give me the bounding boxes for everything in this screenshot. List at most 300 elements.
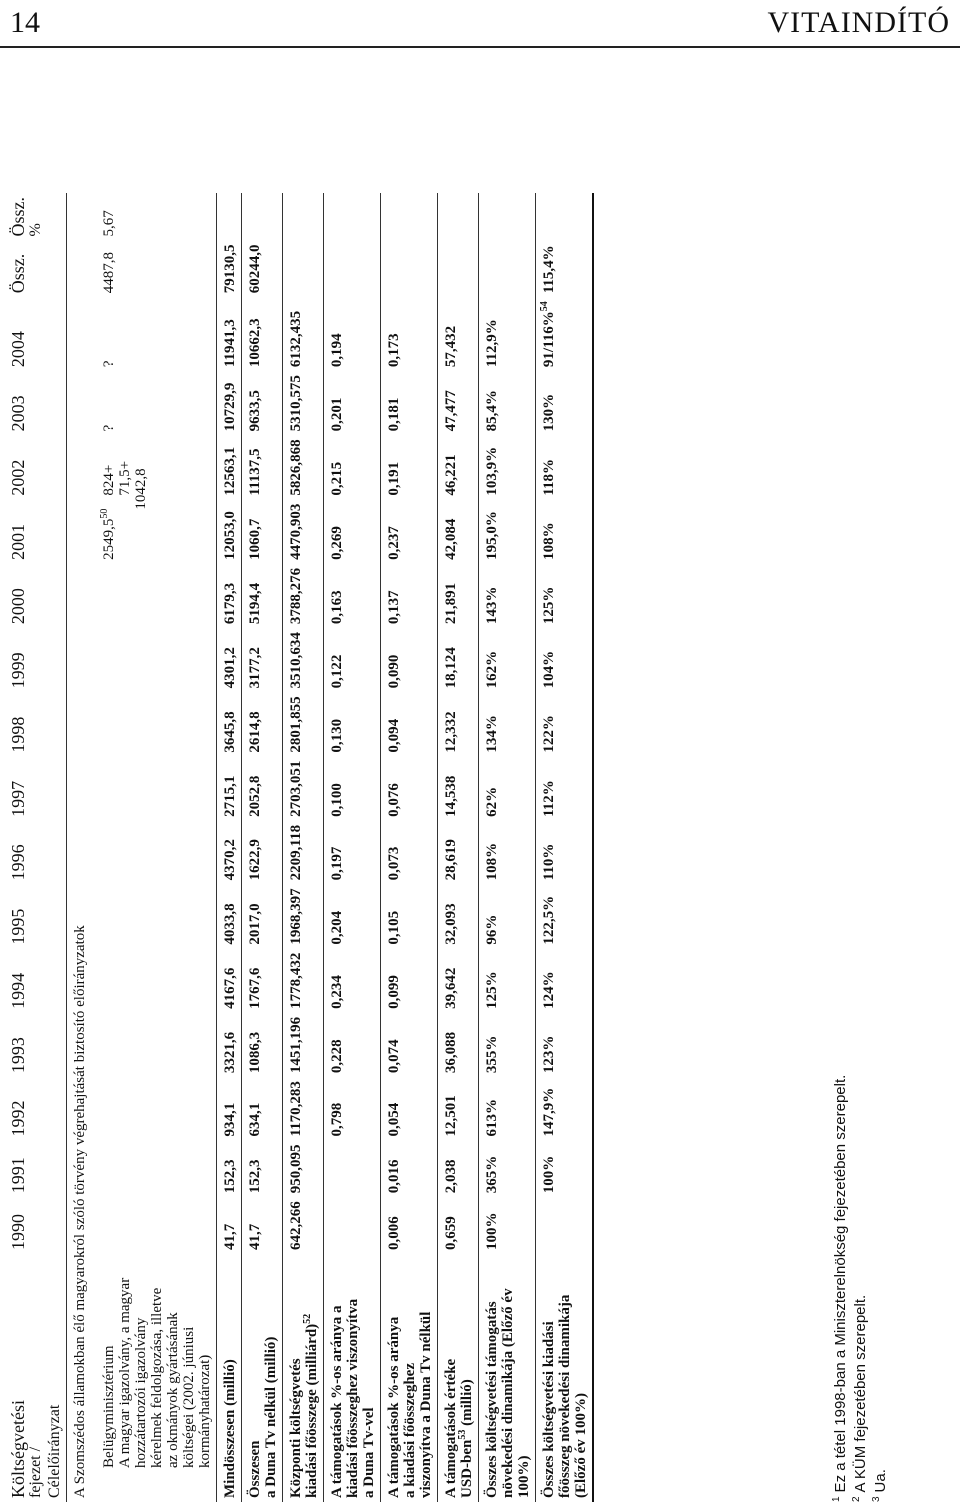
- header-label: fejezet /: [27, 1446, 44, 1498]
- table-cell: [217, 1197, 242, 1254]
- table-cell: [536, 1013, 594, 1077]
- cell-value: 3510,634: [288, 632, 304, 689]
- empty-cell: [47, 1197, 67, 1254]
- year-header: 1996: [8, 844, 28, 881]
- year-header: 1990: [8, 1214, 28, 1250]
- ministry-label: [96, 1254, 217, 1502]
- cell-value: 108%: [484, 842, 500, 881]
- table-cell: [479, 757, 536, 821]
- cell-value: 3177,2: [247, 647, 263, 689]
- table-cell: [283, 371, 324, 435]
- empty-cell: [47, 884, 67, 948]
- cell-value: 0,191: [386, 461, 402, 496]
- year-header: 1991: [8, 1157, 28, 1194]
- cell-value: 365%: [484, 1155, 500, 1194]
- cell-value: 60244,0: [247, 244, 263, 294]
- footnote: [832, 1075, 849, 1502]
- year-sub-header: [28, 297, 47, 371]
- year-header: 1997: [8, 780, 28, 817]
- cell-value: 39,642: [443, 967, 459, 1009]
- year-sub-header: [28, 1077, 47, 1140]
- table-row: [438, 193, 479, 1502]
- row-label-line: [263, 1258, 279, 1498]
- table-cell: [242, 1077, 283, 1140]
- cell-value: 57,432: [443, 325, 459, 368]
- table-cell: [479, 884, 536, 948]
- table-cell: [217, 371, 242, 435]
- cell-value: 1170,283: [288, 1081, 304, 1137]
- ministry-row: [96, 193, 217, 1502]
- cell-value: 0,163: [329, 590, 345, 625]
- table-cell: [324, 884, 381, 948]
- ministry-name: Belügyminisztérium: [101, 1345, 117, 1468]
- table-cell: [479, 1077, 536, 1140]
- cell-value: 0,074: [386, 1039, 402, 1074]
- table-cell: [217, 435, 242, 499]
- table-cell: [381, 628, 438, 692]
- cell-value: 355%: [484, 1035, 500, 1074]
- row-label-text: a Duna Tv-vel: [361, 1407, 377, 1498]
- row-label-line: [459, 1258, 475, 1498]
- cell-value: 0,073: [386, 846, 402, 881]
- row-label-text: (millió): [459, 1379, 475, 1430]
- table-cell: [536, 297, 594, 371]
- table-cell: [217, 628, 242, 692]
- cell-value: 21,891: [443, 582, 459, 625]
- table-cell: [242, 1013, 283, 1077]
- table-cell: [381, 500, 438, 564]
- cell-value: 41,7: [222, 1223, 238, 1250]
- cell-value: 118%: [541, 458, 557, 496]
- cell-value: 112%: [541, 780, 557, 817]
- cell-value: 2703,051: [288, 760, 304, 817]
- table-cell: [283, 500, 324, 564]
- table-cell: [536, 884, 594, 948]
- table-cell: [479, 241, 536, 298]
- table-cell: [438, 297, 479, 371]
- cell-value: 2052,8: [247, 775, 263, 817]
- table-cell: [324, 241, 381, 298]
- table-cell: [536, 1141, 594, 1198]
- header-row-target: [47, 193, 67, 1502]
- table-cell: [536, 692, 594, 756]
- row-label: [479, 1254, 536, 1502]
- table-cell: [96, 821, 217, 884]
- row-label-text: a Duna Tv nélkül (millió): [263, 1336, 279, 1498]
- footnote-number: 2: [851, 1496, 862, 1502]
- row-label: [283, 1254, 324, 1502]
- cell-value: 112,9%: [484, 319, 500, 368]
- table-cell: [217, 1077, 242, 1140]
- cell-value: 4167,6: [222, 967, 238, 1009]
- table-cell: [283, 1013, 324, 1077]
- table-cell: [217, 564, 242, 628]
- cell-value: 96%: [484, 914, 500, 945]
- cell-value: 46,221: [443, 454, 459, 496]
- cell-value-extra: 1042,8: [133, 468, 149, 510]
- table-row: [479, 193, 536, 1502]
- table-cell: [381, 564, 438, 628]
- table-cell: [536, 193, 594, 241]
- table-cell: [381, 821, 438, 884]
- row-label: [242, 1254, 283, 1502]
- table-cell: [217, 949, 242, 1013]
- row-label-text: Összes költségvetési támogatás: [484, 1301, 500, 1498]
- cell-value: 1060,7: [247, 518, 263, 560]
- table-cell: [479, 949, 536, 1013]
- cell-value: 4033,8: [222, 903, 238, 945]
- cell-value: 1968,397: [288, 888, 304, 945]
- table-cell: [324, 821, 381, 884]
- table-cell: [217, 297, 242, 371]
- year-sub-header: [28, 564, 47, 628]
- year-header: 1992: [8, 1100, 28, 1137]
- cell-value: 0,016: [386, 1159, 402, 1194]
- cell-value: 12563,1: [222, 446, 238, 496]
- cell-value: 0,197: [329, 846, 345, 881]
- cell-value: 125%: [541, 586, 557, 625]
- year-sub-header: [28, 692, 47, 756]
- cell-value: 152,3: [222, 1159, 238, 1194]
- table-cell: [381, 949, 438, 1013]
- table-cell: [283, 193, 324, 241]
- page-number: 14: [10, 6, 40, 39]
- table-cell: [438, 1013, 479, 1077]
- table-cell: [479, 371, 536, 435]
- table-cell: [438, 821, 479, 884]
- section-heading-text: A Szomszédos államokban élő magyarokról szóló törvény végrehajtását biztosító előirányzatok: [72, 925, 88, 1498]
- cell-value: 10662,3: [247, 318, 263, 368]
- cell-value: 18,124: [443, 647, 459, 689]
- empty-cell: [47, 1013, 67, 1077]
- cell-value: 147,9%: [541, 1087, 557, 1137]
- table-cell: [381, 193, 438, 241]
- cell-value: 195,0%: [484, 511, 500, 560]
- cell-value: 104%: [541, 650, 557, 689]
- row-label-line: [443, 1258, 459, 1498]
- table-cell: [283, 1197, 324, 1254]
- cell-value: 0,090: [386, 654, 402, 689]
- cell-value: 1451,196: [288, 1016, 304, 1074]
- cell-value: 1622,9: [247, 839, 263, 881]
- table-cell: [96, 949, 217, 1013]
- empty-cell: [47, 193, 67, 241]
- table-cell: [324, 193, 381, 241]
- table-cell: [324, 500, 381, 564]
- row-label: [536, 1254, 594, 1502]
- cell-value: 12,332: [443, 711, 459, 753]
- table-cell: [438, 1077, 479, 1140]
- table-cell: [242, 884, 283, 948]
- table-row: [283, 193, 324, 1502]
- cell-value: 0,269: [329, 526, 345, 560]
- year-header: 2001: [8, 523, 28, 560]
- cell-value: 3788,276: [288, 567, 304, 625]
- cell-value: 12,501: [443, 1095, 459, 1137]
- cell-value: 130%: [541, 393, 557, 432]
- table-cell: [438, 241, 479, 298]
- table-cell: [438, 1141, 479, 1198]
- cell-value: 122,5%: [541, 895, 557, 945]
- cell-value: 5194,4: [247, 582, 263, 625]
- row-label-line: [484, 1258, 500, 1498]
- cell-value: 3645,8: [222, 711, 238, 753]
- year-header: 2003: [8, 395, 28, 432]
- cell-value: 2801,855: [288, 696, 304, 753]
- year-header: 1993: [8, 1037, 28, 1074]
- cell-value: 5310,575: [288, 375, 304, 432]
- row-label: [324, 1254, 381, 1502]
- year-sub-header: [28, 821, 47, 884]
- cell-value: 4370,2: [222, 839, 238, 881]
- row-label-text: USD-ben: [459, 1439, 475, 1498]
- cell-value: 0,234: [329, 975, 345, 1009]
- table-row: [324, 193, 381, 1502]
- row-label-line: [402, 1258, 418, 1498]
- cell-value: 2017,0: [247, 903, 263, 945]
- empty-cell: [47, 821, 67, 884]
- ministry-sublabel: A magyar igazolvány, a magyar: [117, 1277, 133, 1468]
- row-label-line: [304, 1258, 320, 1498]
- empty-cell: [47, 628, 67, 692]
- cell-value: 32,093: [443, 903, 459, 945]
- cell-value: 0,237: [386, 526, 402, 560]
- table-cell: [242, 949, 283, 1013]
- table-cell: [324, 435, 381, 499]
- table-cell: [438, 692, 479, 756]
- cell-value: 613%: [484, 1099, 500, 1137]
- cell-value: 2715,1: [222, 775, 238, 817]
- cell-value: 85,4%: [484, 390, 500, 432]
- cell-value: 115,4%: [541, 245, 557, 294]
- cell-value: 934,1: [222, 1102, 238, 1137]
- table-cell: [479, 500, 536, 564]
- table-cell: [217, 500, 242, 564]
- cell-value: 0,006: [386, 1216, 402, 1250]
- table-cell: [438, 628, 479, 692]
- cell-value: 0,137: [386, 590, 402, 625]
- table-cell: [324, 628, 381, 692]
- cell-value: 42,084: [443, 518, 459, 560]
- year-header: 1994: [8, 972, 28, 1009]
- table-cell: [96, 1197, 217, 1254]
- cell-value: 134%: [484, 715, 500, 753]
- cell-value: 2,038: [443, 1159, 459, 1194]
- footnote-number: 1: [831, 1496, 842, 1502]
- table-cell: [381, 884, 438, 948]
- row-label: [217, 1254, 242, 1502]
- table-cell: [324, 1077, 381, 1140]
- table-cell: [283, 884, 324, 948]
- cell-value: 36,088: [443, 1031, 459, 1074]
- table-cell: [479, 1141, 536, 1198]
- table-cell: [479, 435, 536, 499]
- table-cell: [217, 241, 242, 298]
- footnote-ref: 53: [457, 1429, 468, 1440]
- cell-value: 0,100: [329, 783, 345, 817]
- year-sub-header: [28, 1013, 47, 1077]
- table-cell: [283, 435, 324, 499]
- year-sub-header: [28, 435, 47, 499]
- table-cell: [479, 297, 536, 371]
- cell-value: 41,7: [247, 1223, 263, 1250]
- cell-value: 6132,435: [288, 310, 304, 368]
- year-sub-header: [28, 500, 47, 564]
- cell-value: 6179,3: [222, 582, 238, 625]
- row-label-text: kiadási főösszeghez viszonyítva: [345, 1298, 361, 1498]
- empty-cell: [47, 1141, 67, 1198]
- ministry-sublabel: kormányhatározat): [197, 1354, 213, 1468]
- ministry-sublabel: az okmányok gyártásának: [165, 1312, 181, 1468]
- table-cell: [438, 884, 479, 948]
- table-cell: [96, 692, 217, 756]
- row-label-line: [573, 1258, 589, 1498]
- footnote: [872, 1469, 889, 1502]
- header-label: Célelőirányzat: [47, 1254, 67, 1502]
- row-label: [381, 1254, 438, 1502]
- row-label-text: a kiadási főösszeghez: [402, 1363, 418, 1498]
- cell-value: 0,076: [386, 783, 402, 817]
- cell-value: 642,266: [288, 1201, 304, 1250]
- section-heading-row: [67, 193, 97, 1502]
- cell-value: 152,3: [247, 1159, 263, 1194]
- year-sub-header: [28, 884, 47, 948]
- year-sub-header: [28, 371, 47, 435]
- table-cell: [283, 241, 324, 298]
- table-cell: [438, 435, 479, 499]
- row-label-line: [557, 1258, 573, 1498]
- table-row: [242, 193, 283, 1502]
- cell-value: 0,054: [386, 1102, 402, 1137]
- table-cell: [479, 564, 536, 628]
- table-cell: [96, 628, 217, 692]
- cell-value: 123%: [541, 1035, 557, 1074]
- table-cell: [381, 757, 438, 821]
- row-label-line: [222, 1258, 238, 1498]
- cell-value: 0,201: [329, 397, 345, 432]
- cell-value: 10729,9: [222, 382, 238, 432]
- cell-value: ?: [101, 360, 117, 368]
- cell-value: 4301,2: [222, 647, 238, 689]
- empty-cell: [47, 297, 67, 371]
- table-cell: [96, 1077, 217, 1140]
- table-cell: [381, 241, 438, 298]
- cell-value: 91/116%: [541, 311, 557, 368]
- cell-value: ?: [101, 424, 117, 432]
- footnote: [852, 1295, 869, 1502]
- table-cell: [96, 1141, 217, 1198]
- table-cell: [283, 1077, 324, 1140]
- year-sub-header: [28, 949, 47, 1013]
- cell-value: 143%: [484, 586, 500, 625]
- cell-value: 1767,6: [247, 967, 263, 1009]
- empty-cell: [47, 564, 67, 628]
- cell-value: 0,181: [386, 397, 402, 432]
- table-cell: [324, 1141, 381, 1198]
- year-sub-header: [28, 628, 47, 692]
- section-heading: [67, 193, 97, 1502]
- table-cell: [324, 692, 381, 756]
- cell-value: 0,659: [443, 1216, 459, 1250]
- footnote-text: A KÜM fejezetében szerepelt.: [852, 1294, 869, 1493]
- table-cell: [536, 435, 594, 499]
- cell-value: 634,1: [247, 1102, 263, 1137]
- table-cell: [242, 564, 283, 628]
- table-cell: [324, 757, 381, 821]
- table-cell: [438, 500, 479, 564]
- table-cell: [324, 1013, 381, 1077]
- cell-value: 103,9%: [484, 446, 500, 496]
- row-label-line: [247, 1258, 263, 1498]
- year-header: Össz.: [8, 197, 28, 237]
- table-cell: [536, 757, 594, 821]
- cell-value: 11941,3: [222, 319, 238, 368]
- table-cell: [381, 1077, 438, 1140]
- table-cell: [283, 628, 324, 692]
- row-label-line: [345, 1258, 361, 1498]
- empty-cell: [47, 241, 67, 298]
- cell-value: 110%: [541, 843, 557, 881]
- table-row: [536, 193, 594, 1502]
- cell-value: 0,204: [329, 910, 345, 945]
- cell-value-extra: 71,5+: [117, 460, 133, 496]
- table-cell: [381, 1197, 438, 1254]
- row-label-line: [288, 1258, 304, 1498]
- cell-value: 1086,3: [247, 1031, 263, 1074]
- table-cell: [479, 692, 536, 756]
- table-cell: [479, 628, 536, 692]
- header-row-years: [6, 193, 28, 1502]
- cell-value: 824+: [101, 464, 117, 496]
- table-cell: [283, 564, 324, 628]
- rotated-table-page: [0, 68, 900, 1508]
- row-label-text: főösszeg növekedési dinamikája: [557, 1294, 573, 1498]
- table-cell: [217, 1141, 242, 1198]
- cell-value: 79130,5: [222, 244, 238, 294]
- table-cell: [536, 949, 594, 1013]
- table-cell: [381, 371, 438, 435]
- table-cell: [381, 1013, 438, 1077]
- year-header: 2004: [8, 331, 28, 368]
- table-cell: [536, 564, 594, 628]
- table-cell: [242, 297, 283, 371]
- row-label-text: Mindösszesen (millió): [222, 1359, 238, 1498]
- table-cell: [283, 1141, 324, 1198]
- cell-value: 0,105: [386, 910, 402, 945]
- cell-value: 0,194: [329, 333, 345, 368]
- table-cell: [242, 435, 283, 499]
- cell-value: 12053,0: [222, 511, 238, 560]
- table-cell: [242, 500, 283, 564]
- cell-value: 0,094: [386, 718, 402, 753]
- footnote-text: Ua.: [872, 1469, 889, 1493]
- table-cell: [438, 564, 479, 628]
- table-cell: [96, 193, 217, 241]
- year-sub-header: %: [27, 223, 44, 237]
- table-cell: [96, 297, 217, 371]
- table-cell: [242, 628, 283, 692]
- table-cell: [324, 564, 381, 628]
- page-header: [0, 0, 960, 48]
- cell-value: 11137,5: [247, 448, 263, 496]
- table-cell: [438, 949, 479, 1013]
- footnote-number: 3: [871, 1496, 882, 1502]
- table-cell: [536, 371, 594, 435]
- table-cell: [479, 821, 536, 884]
- cell-value: 0,130: [329, 718, 345, 753]
- row-label-text: Összesen: [247, 1440, 263, 1498]
- cell-value: 0,122: [329, 654, 345, 689]
